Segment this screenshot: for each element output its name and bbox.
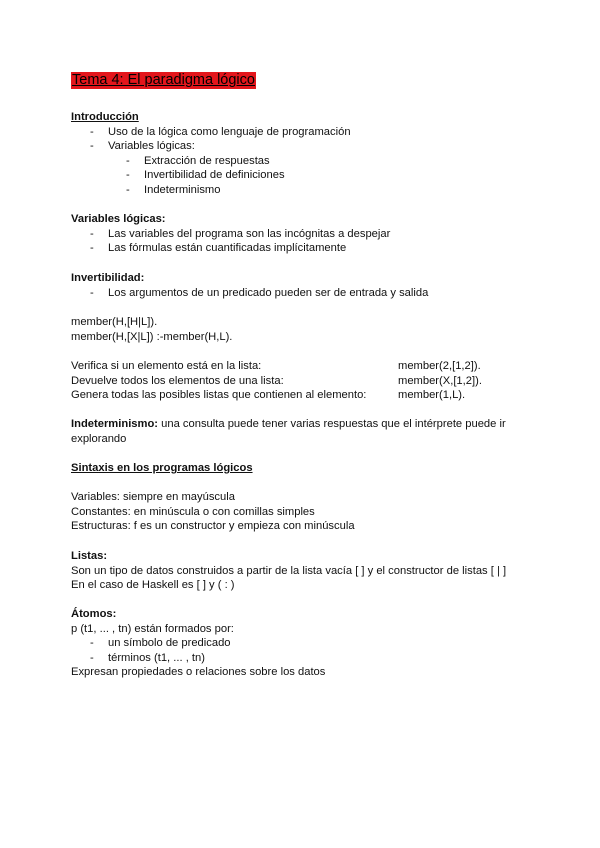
heading-atomos: Átomos: [71,608,117,620]
query-row [71,388,541,403]
heading-sintaxis: Sintaxis en los programas lógicos [71,462,253,474]
query-code: member(2,[1,2]). [398,360,481,372]
intro-list [71,125,541,154]
query-row [71,374,541,389]
list-item: - Extracción de respuestas [71,154,541,169]
list-item: - Invertibilidad de definiciones [71,168,541,183]
section-sintaxis [71,461,541,476]
atomos-list [71,636,541,665]
list-item: - Los argumentos de un predicado pueden ser de entrada y salida [71,286,541,301]
heading-introduccion: Introducción [71,111,139,123]
sintaxis-lines [71,490,541,534]
section-invertibilidad [71,271,541,300]
text-line: Expresan propiedades o relaciones sobre los datos [71,666,326,679]
section-atomos [71,607,541,680]
code-line: member(H,[X|L]) :-member(H,L). [71,330,233,343]
section-variables [71,212,541,256]
heading-invertibilidad: Invertibilidad: [71,272,145,284]
intro-sublist [71,154,541,198]
code-lines [71,315,541,344]
text-line: Constantes: en minúscula o con comillas simples [71,505,315,518]
text-line: Son un tipo de datos construidos a partir de la lista vacía [ ] y el constructor de listas [ | ] [71,564,507,577]
text-line: Estructuras: f es un constructor y empieza con minúscula [71,520,355,533]
query-code: member(1,L). [398,389,466,402]
indeterminismo-text: una consulta puede tener varias respuestas que el intérprete puede ir explorando [71,418,506,445]
code-line: member(H,[H|L]). [71,316,158,328]
section-indeterminismo [71,417,511,446]
query-code: member(X,[1,2]). [398,374,482,387]
indeterminismo-paragraph [71,417,511,446]
list-item: - Variables lógicas: [71,139,541,154]
indeterminismo-label: Indeterminismo: [71,418,159,430]
query-row [71,359,541,374]
query-text: Verifica si un elemento está en la lista: [71,360,262,372]
queries [71,359,541,403]
query-text: Genera todas las posibles listas que contienen al elemento: [71,389,367,402]
list-item: - Las variables del programa son las incógnitas a despejar [71,227,541,242]
text-line: p (t1, ... , tn) están formados por: [71,622,234,635]
section-listas [71,549,541,593]
heading-listas: Listas: [71,550,108,562]
heading-variables: Variables lógicas: [71,213,166,225]
list-item: - términos (t1, ... , tn) [71,651,541,666]
text-line: En el caso de Haskell es [ ] y ( : ) [71,579,235,592]
list-item: - un símbolo de predicado [71,636,541,651]
text-line: Variables: siempre en mayúscula [71,491,235,503]
query-text: Devuelve todos los elementos de una lista: [71,374,284,387]
list-item: - Uso de la lógica como lenguaje de programación [71,125,541,140]
invertibilidad-list [71,286,541,301]
list-item: - Indeterminismo [71,183,541,198]
variables-list [71,227,541,256]
list-item: - Las fórmulas están cuantificadas implícitamente [71,241,541,256]
section-introduccion [71,110,541,198]
page-title: Tema 4: El paradigma lógico [72,72,255,88]
